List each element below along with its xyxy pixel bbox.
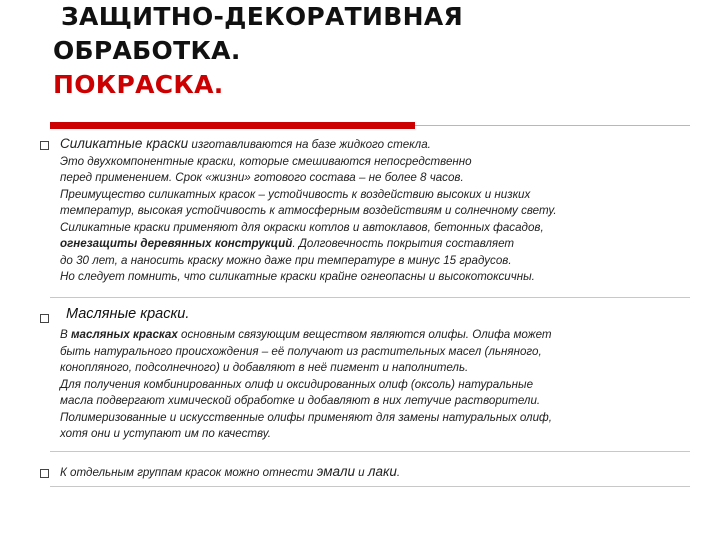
- paragraph-line: Полимеризованные и искусственные олифы применяют для замены натуральных олиф,: [60, 410, 552, 424]
- paragraph-line: Преимущество силикатных красок – устойчивость к воздействию высоких и низких: [60, 187, 531, 201]
- enamel-term: эмали: [316, 464, 355, 479]
- silicate-term: Силикатные краски: [60, 136, 189, 151]
- paragraph-line: перед применением. Срок «жизни» готового состава – не более 8 часов.: [60, 171, 464, 184]
- lacquer-term: лаки: [367, 464, 397, 479]
- section-enamels: [60, 464, 692, 482]
- silicate-lead-rest: изготавливаются на базе жидкого стекла.: [188, 138, 431, 151]
- oil-paints-heading: Масляные краски.: [66, 306, 190, 322]
- paragraph-line: до 30 лет, а наносить краску можно даже при температуре в минус 15 градусов.: [60, 253, 512, 267]
- section-divider: [50, 486, 690, 487]
- bullet-square-icon: [40, 469, 49, 478]
- enamels-middle: и: [354, 466, 368, 479]
- paragraph-line: быть натурального происхождения – её получают из растительных масел (льняного,: [60, 344, 542, 358]
- bold-phrase: огнезащиты деревянных конструкций: [60, 237, 293, 250]
- paragraph-line: Но следует помнить, что силикатные краски крайне огнеопасны и высокотоксичны.: [60, 270, 535, 283]
- after-bold: . Долговечность покрытия составляет: [292, 237, 515, 250]
- paragraph-line: хотя они и уступают им по качеству.: [60, 427, 271, 440]
- enamels-end: .: [396, 466, 401, 479]
- paragraph-line: температур, высокая устойчивость к атмосферным воздействиям и солнечному свету.: [60, 204, 557, 217]
- paragraph-line: конопляного, подсолнечного) и добавляют в неё пигмент и наполнитель.: [60, 361, 469, 374]
- title-line-1: ЗАЩИТНО-ДЕКОРАТИВНАЯ: [61, 2, 464, 31]
- title-line-3: ПОКРАСКА.: [53, 70, 224, 99]
- enamels-before: К отдельным группам красок можно отнести: [60, 466, 317, 479]
- section-divider: [50, 297, 690, 298]
- bullet-square-icon: [40, 314, 49, 323]
- intro-after: основным связующим веществом являются олифы. Олифа может: [177, 328, 552, 341]
- intro-before: В: [60, 328, 71, 341]
- oil-term: масляных красках: [70, 328, 178, 341]
- paragraph-line: масла подвергают химической обработке и добавляют в них летучие растворители.: [60, 394, 541, 407]
- paragraph-line: Для получения комбинированных олиф и оксидированных олиф (оксоль) натуральные: [60, 377, 534, 391]
- paragraph-line: Силикатные краски применяют для окраски котлов и автоклавов, бетонных фасадов,: [60, 220, 544, 234]
- slide-title: [53, 0, 463, 102]
- bullet-square-icon: [40, 141, 49, 150]
- title-accent-bar: [50, 122, 415, 129]
- section-oil: [60, 327, 692, 443]
- paragraph-line: [60, 236, 692, 253]
- title-line-2: ОБРАБОТКА.: [53, 36, 241, 65]
- oil-intro: [60, 327, 692, 344]
- paragraph-line: Это двухкомпонентные краски, которые смешиваются непосредственно: [60, 154, 472, 168]
- silicate-lead: [60, 136, 692, 154]
- enamels-line: [60, 464, 692, 482]
- section-silicate: [60, 136, 692, 286]
- section-divider: [50, 451, 690, 452]
